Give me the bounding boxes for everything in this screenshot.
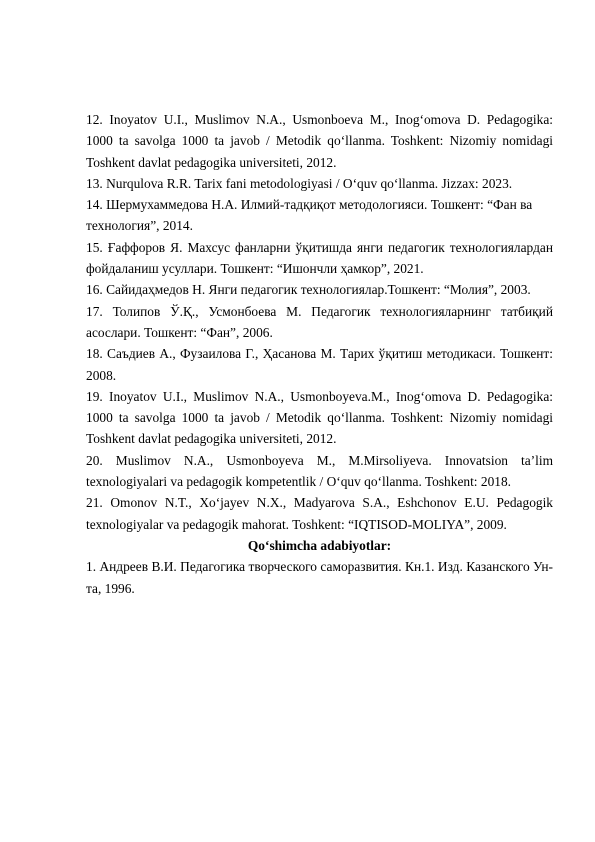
reference-item: 16. Сайидаҳмедов Н. Янги педагогик технологиялар.Тошкент: “Молия”, 2003.: [86, 282, 531, 298]
reference-item: 18. Саъдиев А., Фузаилова Г., Ҳасанова М. Тарих ўқитиш методикаси. Тошкент: 2008.: [86, 346, 553, 383]
reference-item: 20. Muslimov N.A., Usmonboyeva M., M.Mirsoliyeva. Innovatsion ta’lim texnologiyalari va pedagogik kompetentlik / O‘quv qo‘llanma. Toshkent: 2018.: [86, 452, 553, 490]
reference-item: 15. Ғаффоров Я. Махсус фанларни ўқитишда янги педагогик технологиялардан фойдаланиш усуллари. Тошкент: “Ишончли ҳамкор”, 2021.: [86, 239, 553, 277]
reference-item: 21. Omonov N.T., Xoʻjayev N.X., Madyarova S.A., Eshchonov E.U. Pedagogik texnologiyalar va pedagogik mahorat. Toshkent: “IQTISOD-MOLIYA”, 2009.: [86, 495, 553, 532]
reference-item: 19. Inoyatov U.I., Muslimov N.A., Usmonboyeva.M., Inogʻomova D. Pedagogika: 1000 ta savolga 1000 ta javob / Metodik qoʻllanma. Toshkent: Nizomiy nomidagi Toshkent davlat pedagogika universiteti, 2012.: [86, 388, 553, 447]
reference-item: 12. Inoyatov U.I., Muslimov N.A., Usmonboeva M., Inogʻomova D. Pedagogika: 1000 ta savolga 1000 ta javob / Metodik qoʻllanma. Toshkent: Nizomiy nomidagi Toshkent davlat pedagogika universiteti, 2012.: [86, 112, 553, 170]
reference-item: 14. Шермухаммедова Н.А. Илмий-тадқиқот методологияси. Тошкент: “Фан ва технология”, 2014.: [86, 197, 533, 234]
reference-item: 13. Nurqulova R.R. Tarix fani metodologiyasi / O‘quv qo‘llanma. Jizzax: 2023.: [86, 175, 513, 191]
additional-literature-heading: Qo‘shimcha adabiyotlar:: [247, 537, 392, 553]
additional-reference-item: 1. Андреев В.И. Педагогика творческого саморазвития. Кн.1. Изд. Казанского Ун-та, 1996.: [86, 559, 553, 596]
reference-item: 17. Толипов Ў.Қ., Усмонбоева М. Педагогик технологияларнинг татбиқий асослари. Тошкент: “Фан”, 2006.: [86, 303, 553, 340]
